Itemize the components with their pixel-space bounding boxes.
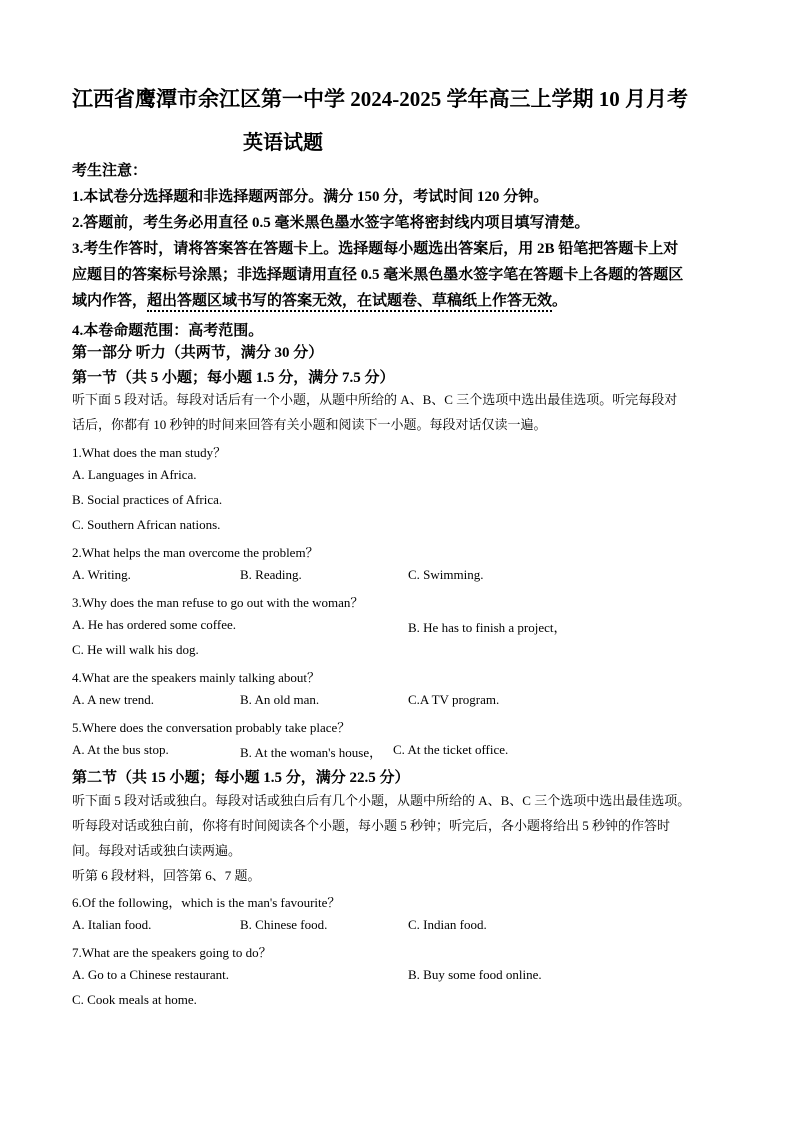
question-5-stem: 5.Where does the conversation probably take place？ <box>72 720 351 735</box>
question-4-option-a: A. A new trend. <box>72 692 154 707</box>
question-7-option-b: B. Buy some food online. <box>408 967 542 982</box>
question-4-option-c: C.A TV program. <box>408 692 500 707</box>
section-1-heading: 第一节（共 5 小题；每小题 1.5 分，满分 7.5 分） <box>72 370 395 386</box>
question-2-option-a: A. Writing. <box>72 567 131 582</box>
section-2-heading: 第二节（共 15 小题；每小题 1.5 分，满分 22.5 分） <box>72 770 410 786</box>
part-1-heading: 第一部分 听力（共两节，满分 30 分） <box>72 345 324 361</box>
question-2-option-c: C. Swimming. <box>408 567 484 582</box>
notice-item-3-emphasis: 超出答题区域书写的答案无效，在试题卷、草稿纸上作答无效 <box>147 293 552 312</box>
question-3-stem: 3.Why does the man refuse to go out with the woman？ <box>72 595 364 610</box>
notice-item-3-plain: 域内作答， <box>72 293 148 309</box>
question-3-option-b: B. He has to finish a project， <box>408 620 567 635</box>
question-1-option-a: A. Languages in Africa. <box>72 467 197 482</box>
question-2-option-b: B. Reading. <box>240 567 302 582</box>
notice-item-3-line-2: 应题目的答案标号涂黑；非选择题请用直径 0.5 毫米黑色墨水签字笔在答题卡上各题的答题区 <box>72 267 684 283</box>
question-6-option-c: C. Indian food. <box>408 917 487 932</box>
question-6-option-a: A. Italian food. <box>72 917 152 932</box>
question-5-option-b: B. At the woman's house， <box>240 745 383 760</box>
question-1-stem: 1.What does the man study？ <box>72 445 227 460</box>
section-2-material-note: 听第 6 段材料，回答第 6、7 题。 <box>72 868 261 883</box>
section-1-instr-line-2: 话后，你都有 10 秒钟的时间来回答有关小题和阅读下一小题。每段对话仅读一遍。 <box>72 417 547 432</box>
notice-block <box>72 158 732 344</box>
notice-item-4: 4.本卷命题范围：高考范围。 <box>72 323 264 339</box>
notice-item-3-end: 。 <box>552 293 568 309</box>
question-3-option-a: A. He has ordered some coffee. <box>72 617 236 632</box>
page-title: 江西省鹰潭市余江区第一中学 2024-2025 学年高三上学期 10 月月考 <box>72 87 688 111</box>
section-1-instr-line-1: 听下面 5 段对话。每段对话后有一个小题，从题中所给的 A、B、C 三个选项中选出最佳选项。听完每段对 <box>72 392 678 407</box>
question-7-stem: 7.What are the speakers going to do？ <box>72 945 272 960</box>
notice-item-3-line-3 <box>72 288 732 314</box>
section-2-instr-line-1: 听下面 5 段对话或独白。每段对话或独白后有几个小题，从题中所给的 A、B、C 三个选项中选出最佳选项。 <box>72 793 691 808</box>
notice-heading: 考生注意： <box>72 163 148 179</box>
question-4-stem: 4.What are the speakers mainly talking about？ <box>72 670 321 685</box>
question-7-option-c: C. Cook meals at home. <box>72 992 197 1007</box>
question-6-stem: 6.Of the following，which is the man's favourite？ <box>72 895 341 910</box>
question-1-option-c: C. Southern African nations. <box>72 517 221 532</box>
section-2-instructions <box>72 788 732 888</box>
section-2-instr-line-2: 听每段对话或独白前，你将有时间阅读各个小题，每小题 5 秒钟；听完后，各小题将给出 5 秒钟的作答时 <box>72 818 671 833</box>
question-7-option-a: A. Go to a Chinese restaurant. <box>72 967 230 982</box>
question-5-option-a: A. At the bus stop. <box>72 742 169 757</box>
page-subtitle: 英语试题 <box>243 132 323 154</box>
question-2-stem: 2.What helps the man overcome the problem？ <box>72 545 319 560</box>
section-2-instr-line-3: 间。每段对话或独白读两遍。 <box>72 843 242 858</box>
question-1-option-b: B. Social practices of Africa. <box>72 492 223 507</box>
notice-item-3-line-1: 3.考生作答时，请将答案答在答题卡上。选择题每小题选出答案后，用 2B 铅笔把答题卡上对 <box>72 241 679 257</box>
section-1-instructions <box>72 387 732 437</box>
question-6-option-b: B. Chinese food. <box>240 917 328 932</box>
notice-item-2: 2.答题前，考生务必用直径 0.5 毫米黑色墨水签字笔将密封线内项目填写清楚。 <box>72 215 590 231</box>
question-3-option-c: C. He will walk his dog. <box>72 642 199 657</box>
question-4-option-b: B. An old man. <box>240 692 320 707</box>
question-5-option-c: C. At the ticket office. <box>393 742 509 757</box>
notice-item-1: 1.本试卷分选择题和非选择题两部分。满分 150 分，考试时间 120 分钟。 <box>72 189 549 205</box>
